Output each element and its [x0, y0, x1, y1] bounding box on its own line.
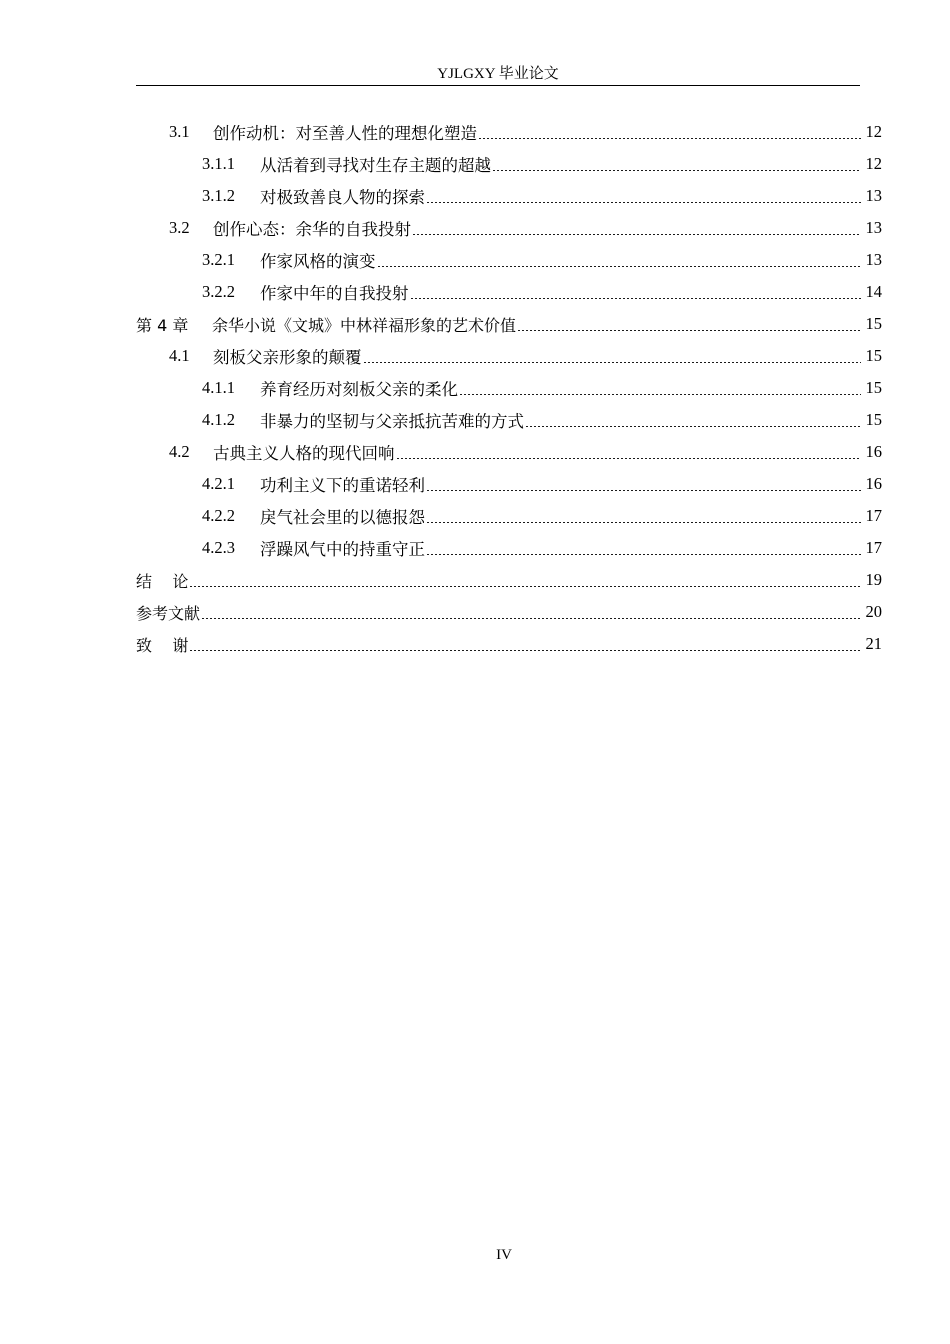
toc-entry-acknowledgements[interactable]: [136, 628, 882, 660]
toc-entry-title: 致 谢: [136, 635, 189, 655]
dot-leader: [525, 426, 861, 427]
toc-entry-number: 3.1.2: [202, 186, 235, 205]
toc-entry-4-2[interactable]: [136, 436, 882, 468]
toc-entry-number: 4.1.1: [202, 378, 235, 397]
toc-entry-page: 19: [865, 570, 882, 589]
toc-entry-chapter-4[interactable]: [136, 308, 882, 340]
toc-entry-references[interactable]: [136, 596, 882, 628]
toc-entry-3-1[interactable]: [136, 116, 882, 148]
toc-entry-title: 古典主义人格的现代回响: [213, 444, 395, 463]
toc-entry-title: 创作心态：余华的自我投射: [213, 220, 411, 239]
dot-leader: [201, 618, 861, 619]
toc-entry-page: 14: [865, 282, 882, 301]
toc-entry-page: 17: [865, 506, 882, 525]
toc-entry-number: 4.2.3: [202, 538, 235, 557]
toc-entry-page: 15: [865, 378, 882, 397]
toc-entry-title: 浮躁风气中的持重守正: [260, 540, 425, 559]
toc-entry-page: 13: [865, 250, 882, 269]
toc-entry-number: 4.1.2: [202, 410, 235, 429]
running-header: YJLGXY 毕业论文: [437, 66, 559, 82]
toc-entry-title: 功利主义下的重诺轻利: [260, 476, 425, 495]
toc-entry-page: 16: [865, 442, 882, 461]
toc-entry-4-1-1[interactable]: [136, 372, 882, 404]
toc-entry-3-2-1[interactable]: [136, 244, 882, 276]
toc-entry-page: 13: [865, 218, 882, 237]
page-number: IV: [496, 1247, 512, 1263]
toc-entry-title: 对极致善良人物的探索: [260, 188, 425, 207]
toc-entry-title: 参考文献: [136, 603, 201, 623]
toc-entry-title: 非暴力的坚韧与父亲抵抗苦难的方式: [260, 412, 524, 431]
toc-entry-title: 刻板父亲形象的颠覆: [213, 348, 362, 367]
toc-entry-4-2-1[interactable]: [136, 468, 882, 500]
toc-entry-page: 12: [865, 154, 882, 173]
toc-entry-4-1[interactable]: [136, 340, 882, 372]
toc-entry-number: 4.2: [169, 442, 190, 461]
dot-leader: [492, 170, 861, 171]
dot-leader: [189, 650, 861, 651]
dot-leader: [377, 266, 862, 267]
toc-entry-3-2-2[interactable]: [136, 276, 882, 308]
toc-entry-page: 15: [865, 314, 882, 333]
toc-entry-number: 3.2.1: [202, 250, 235, 269]
toc-entry-page: 15: [865, 346, 882, 365]
dot-leader: [363, 362, 862, 363]
dot-leader: [478, 138, 861, 139]
toc-entry-title: 戾气社会里的以德报怨: [260, 508, 425, 527]
toc-entry-4-2-3[interactable]: [136, 532, 882, 564]
toc-entry-page: 12: [865, 122, 882, 141]
header-rule: [136, 85, 860, 86]
toc-entry-number: 3.2.2: [202, 282, 235, 301]
dot-leader: [189, 586, 861, 587]
toc-entry-number: 3.1: [169, 122, 190, 141]
toc-entry-page: 20: [865, 602, 882, 621]
toc-entry-3-1-2[interactable]: [136, 180, 882, 212]
toc-entry-4-2-2[interactable]: [136, 500, 882, 532]
toc-entry-number: 3.2: [169, 218, 190, 237]
toc-entry-title: 养育经历对刻板父亲的柔化: [260, 380, 458, 399]
toc-entry-page: 17: [865, 538, 882, 557]
toc-entry-4-1-2[interactable]: [136, 404, 882, 436]
toc-entry-conclusion[interactable]: [136, 564, 882, 596]
dot-leader: [426, 202, 861, 203]
toc-entry-title: 从活着到寻找对生存主题的超越: [260, 156, 491, 175]
dot-leader: [412, 234, 861, 235]
toc-entry-title: 作家风格的演变: [260, 252, 376, 271]
dot-leader: [426, 554, 861, 555]
toc-chapter-number: 第 4 章: [136, 315, 189, 335]
dot-leader: [459, 394, 861, 395]
dot-leader: [396, 458, 862, 459]
dot-leader: [410, 298, 862, 299]
table-of-contents: [136, 116, 882, 660]
toc-entry-3-2[interactable]: [136, 212, 882, 244]
toc-entry-3-1-1[interactable]: [136, 148, 882, 180]
toc-entry-title: 创作动机：对至善人性的理想化塑造: [213, 124, 477, 143]
toc-entry-page: 21: [865, 634, 882, 653]
toc-entry-page: 15: [865, 410, 882, 429]
toc-entry-title: 结 论: [136, 571, 189, 591]
dot-leader: [426, 522, 861, 523]
toc-entry-title: 余华小说《文城》中林祥福形象的艺术价值: [212, 315, 517, 335]
dot-leader: [517, 330, 861, 331]
toc-entry-page: 13: [865, 186, 882, 205]
toc-entry-number: 3.1.1: [202, 154, 235, 173]
dot-leader: [426, 490, 861, 491]
toc-entry-number: 4.2.1: [202, 474, 235, 493]
toc-entry-number: 4.1: [169, 346, 190, 365]
toc-entry-title: 作家中年的自我投射: [260, 284, 409, 303]
toc-entry-number: 4.2.2: [202, 506, 235, 525]
toc-entry-page: 16: [865, 474, 882, 493]
